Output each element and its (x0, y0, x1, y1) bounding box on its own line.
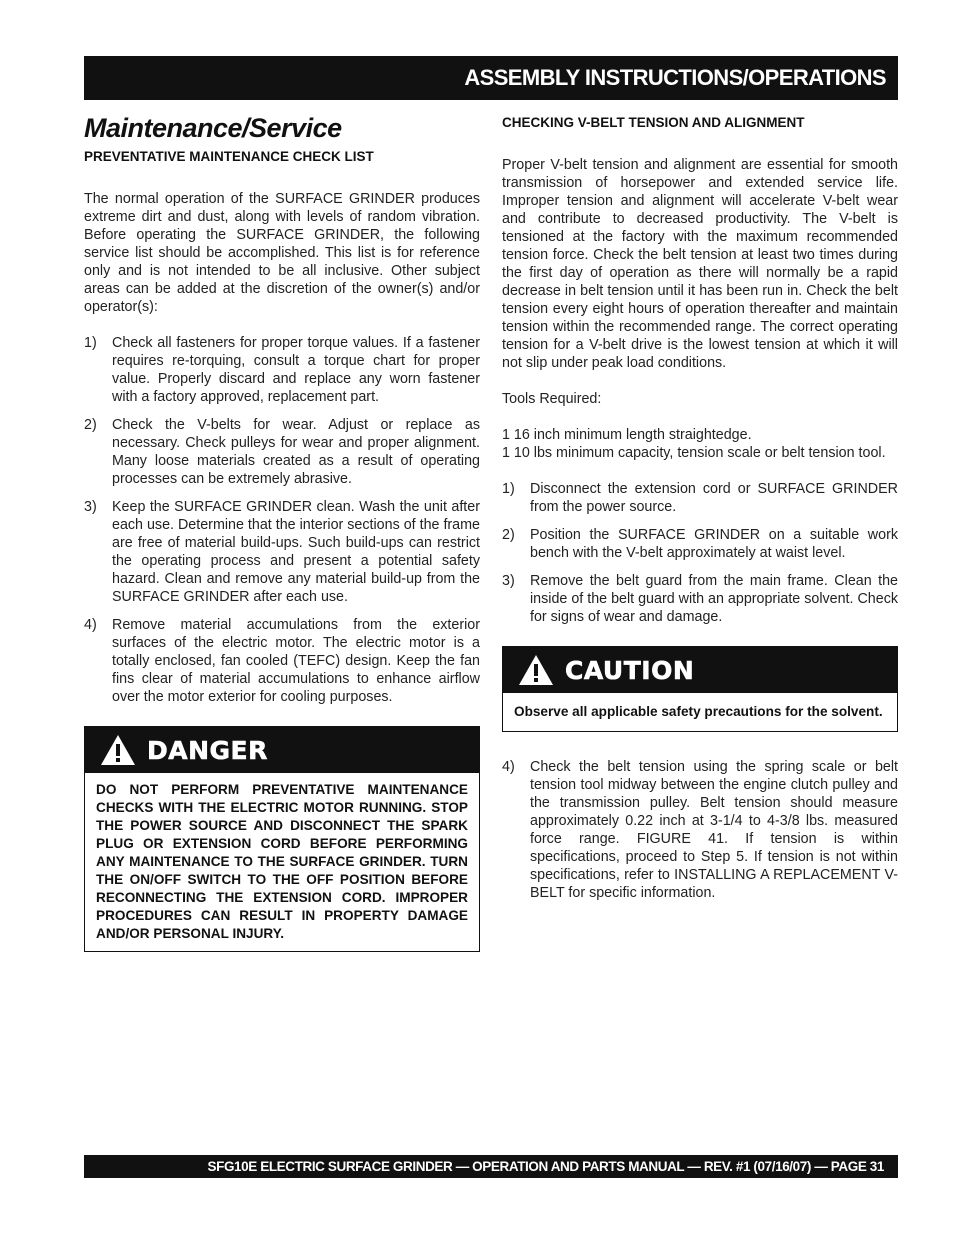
tool-item: 1 16 inch minimum length straightedge. (502, 427, 752, 443)
list-item-text: Position the SURFACE GRINDER on a suitable work bench with the V-belt approximately at waist level. (530, 527, 898, 561)
danger-label: DANGER (147, 735, 268, 765)
list-item (84, 416, 480, 488)
danger-box (84, 726, 480, 952)
caution-text: Observe all applicable safety precautions for the solvent. (514, 704, 883, 719)
checklist (84, 334, 480, 706)
tool-item: 1 10 lbs minimum capacity, tension scale or belt tension tool. (502, 445, 886, 461)
list-item-text: Check the belt tension using the spring scale or belt tension tool midway between the engine clutch pulley and the transmission pulley. Belt tension should measure approximately 0.22 inch at 3-1/4 to 4-3/8 lbs. measured force range. FIGURE 41. If tension is within specifications, proceed to Step 5. If tension is not within specifications, refer to INSTALLING A REPLACEMENT V-BELT for specific information. (530, 759, 898, 901)
checklist-subhead: PREVENTATIVE MAINTENANCE CHECK LIST (84, 149, 374, 164)
caution-box (502, 646, 898, 732)
list-item-text: Disconnect the extension cord or SURFACE GRINDER from the power source. (530, 481, 898, 515)
caution-header (503, 647, 897, 693)
list-item-number: 1) (502, 481, 515, 497)
caution-label: CAUTION (565, 655, 695, 685)
danger-text: DO NOT PERFORM PREVENTATIVE MAINTENANCE CHECKS WITH THE ELECTRIC MOTOR RUNNING. STOP THE POWER SOURCE AND DISCONNECT THE SPARK PLUG OR EXTENSION CORD BEFORE PERFORMING ANY MAINTENANCE TO THE SURFACE GRINDER. TURN THE ON/OFF SWITCH TO THE OFF POSITION BEFORE RECONNECTING THE EXTENSION CORD. IMPROPER PROCEDURES CAN RESULT IN PROPERTY DAMAGE AND/OR PERSONAL INJURY. (96, 782, 468, 941)
list-item (502, 526, 898, 562)
list-item (502, 758, 898, 902)
list-item (502, 572, 898, 626)
list-item (84, 334, 480, 406)
list-item-text: Keep the SURFACE GRINDER clean. Wash the unit after each use. Determine that the interior sections of the frame are free of material build-ups. Such build-ups can restrict the operating process and present a potential safety hazard. Clean and remove any material build-up from the SURFACE GRINDER after each use. (112, 499, 480, 605)
tools-heading: Tools Required: (502, 391, 602, 407)
list-item-number: 2) (502, 527, 515, 543)
list-item-number: 4) (84, 617, 97, 633)
list-item-number: 3) (502, 573, 515, 589)
list-item (502, 480, 898, 516)
danger-header (85, 727, 479, 773)
list-item (84, 616, 480, 706)
list-item-number: 1) (84, 335, 97, 351)
left-column (84, 110, 480, 952)
right-column (502, 110, 898, 912)
footer-text: SFG10E ELECTRIC SURFACE GRINDER — OPERATION AND PARTS MANUAL — REV. #1 (07/16/07) — PAGE 31 (207, 1159, 884, 1174)
vbelt-steps-continued (502, 758, 898, 902)
list-item-text: Remove the belt guard from the main frame. Clean the inside of the belt guard with an appropriate solvent. Check for signs of wear and damage. (530, 573, 898, 625)
list-item-number: 4) (502, 759, 515, 775)
header-bar (84, 56, 898, 100)
list-item-text: Check the V-belts for wear. Adjust or replace as necessary. Check pulleys for wear and proper alignment. Many loose materials created as a result of operating processes can be extremely abrasive. (112, 417, 480, 487)
list-item-number: 3) (84, 499, 97, 515)
header-title: ASSEMBLY INSTRUCTIONS/OPERATIONS (464, 65, 886, 90)
checklist-intro: The normal operation of the SURFACE GRINDER produces extreme dirt and dust, along with levels of random vibration. Before operating the SURFACE GRINDER, the following service list should be accomplished. This list is for reference only and is not intended to be all inclusive. Other subject areas can be added at the discretion of the owner(s) and/or operator(s): (84, 191, 480, 315)
list-item-text: Remove material accumulations from the exterior surfaces of the electric motor. The electric motor is a totally enclosed, fan cooled (TEFC) design. Keep the fan fins clear of material accumulations to enhance airflow over the motor exterior for cooling purposes. (112, 617, 480, 705)
vbelt-subhead: CHECKING V-BELT TENSION AND ALIGNMENT (502, 115, 805, 130)
warning-triangle-icon (99, 733, 137, 767)
list-item (84, 498, 480, 606)
list-item-number: 2) (84, 417, 97, 433)
footer-bar (84, 1155, 898, 1178)
section-title: Maintenance/Service (84, 113, 342, 143)
warning-triangle-icon (517, 653, 555, 687)
vbelt-intro: Proper V-belt tension and alignment are essential for smooth transmission of horsepower and extended service life. Improper tension and alignment will accelerate V-belt wear and contribute to decreased productivity. The V-belt is tensioned at the factory with the maximum recommended tension force. Check the belt tension at least two times during the first day of operation as there will normally be a rapid decrease in belt tension until it has been run in. Check the belt tension every eight hours of operation thereafter and maintain tension within the recommended range. The correct operating tension for a V-belt drive is the lowest tension at which it will not slip under peak load conditions. (502, 157, 898, 371)
vbelt-steps (502, 480, 898, 626)
tools-required (502, 390, 898, 462)
list-item-text: Check all fasteners for proper torque values. If a fastener requires re-torquing, consult a torque chart for proper value. Properly discard and replace any worn fastener with a factory approved, replacement part. (112, 335, 480, 405)
